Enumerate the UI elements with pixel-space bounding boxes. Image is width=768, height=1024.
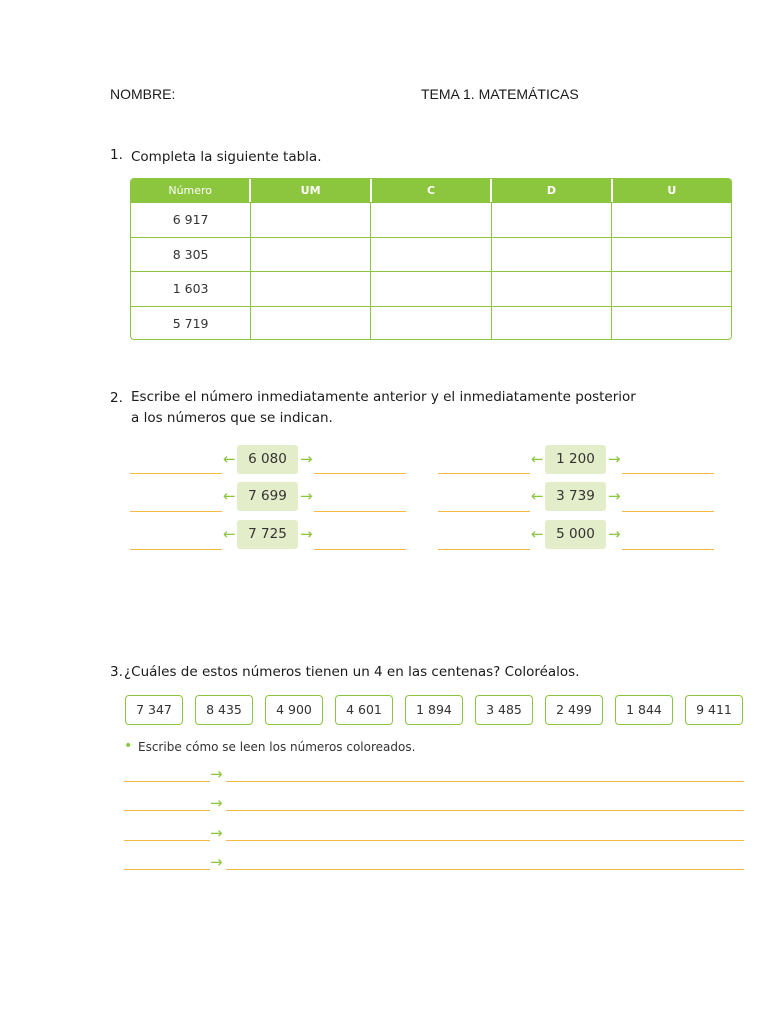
table-header — [131, 179, 731, 202]
table-row — [131, 237, 731, 272]
number-chip[interactable]: 7 347 — [125, 695, 183, 725]
q3-number: 3. — [110, 664, 123, 680]
arrow-right-icon: → — [300, 487, 313, 505]
table-row — [131, 271, 731, 306]
table-cell-um[interactable] — [251, 307, 371, 341]
column-header-c: C — [372, 179, 492, 202]
place-value-table — [130, 178, 732, 340]
table-cell-c[interactable] — [371, 238, 491, 272]
number-box: 3 739 — [545, 482, 606, 511]
arrow-left-icon: ← — [531, 525, 544, 543]
q1-text: Completa la siguiente tabla. — [131, 149, 322, 165]
arrow-left-icon: ← — [531, 487, 544, 505]
number-box: 7 699 — [237, 482, 298, 511]
table-cell-c[interactable] — [371, 307, 491, 341]
table-cell-u[interactable] — [612, 203, 731, 237]
table-cell-d[interactable] — [492, 238, 612, 272]
table-cell-d[interactable] — [492, 203, 612, 237]
number-chip[interactable]: 4 900 — [265, 695, 323, 725]
arrow-left-icon: ← — [223, 450, 236, 468]
number-box: 5 000 — [545, 520, 606, 549]
answer-line-before[interactable] — [438, 549, 530, 550]
answer-line-number[interactable] — [124, 781, 210, 782]
q2-text-line1: Escribe el número inmediatamente anterior y el inmediatamente posterior — [131, 389, 636, 405]
arrow-right-icon: → — [608, 450, 621, 468]
table-cell-um[interactable] — [251, 238, 371, 272]
q2-number: 2. — [110, 390, 123, 406]
number-chip[interactable]: 1 844 — [615, 695, 673, 725]
arrow-right-icon: → — [210, 794, 223, 812]
bullet-icon: • — [124, 738, 133, 754]
number-chip[interactable]: 3 485 — [475, 695, 533, 725]
arrow-right-icon: → — [608, 487, 621, 505]
answer-line-before[interactable] — [438, 511, 530, 512]
q3-instruction: Escribe cómo se leen los números coloreados. — [138, 740, 416, 754]
answer-line-before[interactable] — [438, 473, 530, 474]
arrow-left-icon: ← — [531, 450, 544, 468]
number-chip[interactable]: 4 601 — [335, 695, 393, 725]
number-chip[interactable]: 8 435 — [195, 695, 253, 725]
column-header-numero: Número — [131, 179, 251, 202]
answer-line-after[interactable] — [622, 473, 714, 474]
table-cell-d[interactable] — [492, 272, 612, 306]
column-header-u: U — [667, 184, 677, 197]
table-cell-number: 6 917 — [131, 203, 251, 237]
q2-text-line2: a los números que se indican. — [131, 410, 333, 426]
answer-line-after[interactable] — [622, 549, 714, 550]
arrow-right-icon: → — [300, 450, 313, 468]
table-cell-u[interactable] — [612, 272, 731, 306]
number-chip[interactable]: 9 411 — [685, 695, 743, 725]
answer-line-number[interactable] — [124, 810, 210, 811]
q1-number: 1. — [110, 147, 123, 163]
answer-line-after[interactable] — [314, 549, 406, 550]
table-cell-number: 5 719 — [131, 307, 251, 341]
answer-line-after[interactable] — [622, 511, 714, 512]
arrow-left-icon: ← — [223, 525, 236, 543]
table-cell-c[interactable] — [371, 272, 491, 306]
table-row — [131, 202, 731, 237]
table-cell-number: 1 603 — [131, 272, 251, 306]
table-cell-number: 8 305 — [131, 238, 251, 272]
table-cell-c[interactable] — [371, 203, 491, 237]
name-label: NOMBRE: — [110, 86, 176, 102]
answer-line-words[interactable] — [226, 781, 744, 782]
answer-line-words[interactable] — [226, 869, 744, 870]
table-cell-um[interactable] — [251, 272, 371, 306]
answer-line-words[interactable] — [226, 810, 744, 811]
table-cell-u[interactable] — [612, 307, 731, 341]
column-header-d: D — [492, 179, 612, 202]
number-box: 6 080 — [237, 445, 298, 474]
number-chip[interactable]: 1 894 — [405, 695, 463, 725]
arrow-right-icon: → — [210, 824, 223, 842]
table-cell-d[interactable] — [492, 307, 612, 341]
arrow-right-icon: → — [300, 525, 313, 543]
answer-line-after[interactable] — [314, 473, 406, 474]
number-chip[interactable]: 2 499 — [545, 695, 603, 725]
answer-line-before[interactable] — [130, 473, 222, 474]
answer-line-number[interactable] — [124, 840, 210, 841]
q3-text: ¿Cuáles de estos números tienen un 4 en las centenas? Coloréalos. — [124, 664, 580, 680]
table-cell-u[interactable] — [612, 238, 731, 272]
table-cell-um[interactable] — [251, 203, 371, 237]
answer-line-before[interactable] — [130, 511, 222, 512]
arrow-left-icon: ← — [223, 487, 236, 505]
arrow-right-icon: → — [608, 525, 621, 543]
answer-line-words[interactable] — [226, 840, 744, 841]
topic-title: TEMA 1. MATEMÁTICAS — [421, 86, 579, 102]
answer-line-before[interactable] — [130, 549, 222, 550]
answer-line-after[interactable] — [314, 511, 406, 512]
arrow-right-icon: → — [210, 765, 223, 783]
number-box: 7 725 — [237, 520, 298, 549]
arrow-right-icon: → — [210, 853, 223, 871]
number-box: 1 200 — [545, 445, 606, 474]
table-row — [131, 306, 731, 341]
answer-line-number[interactable] — [124, 869, 210, 870]
column-header-um: UM — [251, 179, 371, 202]
